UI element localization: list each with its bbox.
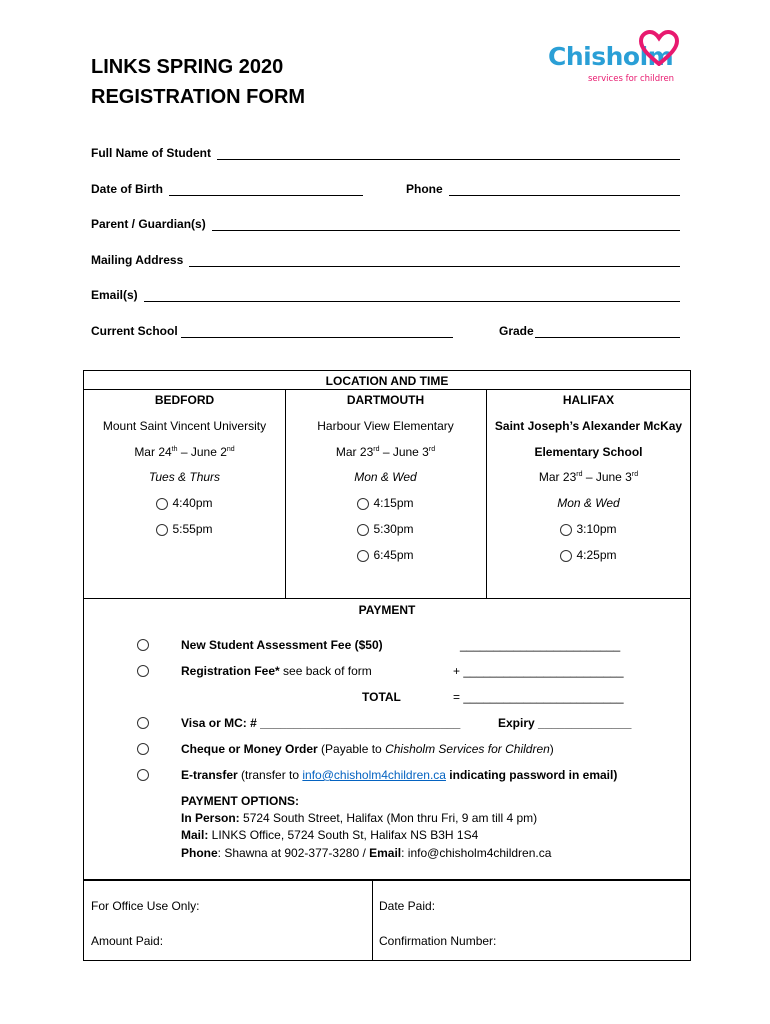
- dob-field[interactable]: [91, 182, 363, 196]
- halifax-time-2[interactable]: 4:25pm: [486, 548, 691, 562]
- logo-tagline: services for children: [588, 74, 675, 84]
- address-label: Mailing Address: [91, 253, 184, 267]
- halifax-venue-2: Elementary School: [534, 445, 643, 459]
- etransfer-radio[interactable]: [137, 769, 149, 781]
- total-amount-line[interactable]: = ________________________: [453, 690, 624, 704]
- payment-options-heading: PAYMENT OPTIONS:: [181, 794, 300, 808]
- dartmouth-dates: Mar 23rd – June 3rd: [335, 445, 436, 459]
- office-use-label: For Office Use Only:: [91, 899, 200, 913]
- dartmouth-time-1[interactable]: 4:15pm: [285, 496, 486, 510]
- radio-icon[interactable]: [357, 550, 369, 562]
- school-field[interactable]: [91, 324, 453, 338]
- dob-line[interactable]: [169, 183, 363, 196]
- radio-icon[interactable]: [357, 498, 369, 510]
- dartmouth-time-2[interactable]: 5:30pm: [285, 522, 486, 536]
- registration-amount-line[interactable]: + ________________________: [453, 664, 624, 678]
- halifax-venue-1: Saint Joseph’s Alexander McKay: [494, 419, 683, 433]
- chisholm-logo: [546, 28, 686, 84]
- phone-label: Phone: [406, 182, 443, 196]
- visa-radio[interactable]: [137, 717, 149, 729]
- full-name-field[interactable]: [91, 146, 680, 160]
- phone-option: Phone: Shawna at 902-377-3280 / Email: info@chisholm4children.ca: [181, 846, 552, 860]
- address-line[interactable]: [189, 254, 680, 267]
- radio-icon[interactable]: [560, 550, 572, 562]
- dartmouth-heading: DARTMOUTH: [346, 393, 425, 407]
- bedford-time-1[interactable]: 4:40pm: [84, 496, 285, 510]
- phone-field[interactable]: [406, 182, 680, 196]
- bedford-time-2[interactable]: 5:55pm: [84, 522, 285, 536]
- mail-option: Mail: LINKS Office, 5724 South St, Halifax NS B3H 1S4: [181, 828, 479, 842]
- dob-label: Date of Birth: [91, 182, 163, 196]
- title-line-1: LINKS SPRING 2020: [91, 56, 284, 78]
- date-paid-label: Date Paid:: [379, 899, 436, 913]
- email-field[interactable]: [91, 288, 680, 302]
- registration-radio[interactable]: [137, 665, 149, 677]
- school-line[interactable]: [181, 325, 453, 338]
- in-person-option: In Person: 5724 South Street, Halifax (Mon thru Fri, 9 am till 4 pm): [181, 811, 538, 825]
- etransfer-email-link[interactable]: info@chisholm4children.ca: [302, 768, 446, 782]
- title-line-2: REGISTRATION FORM: [91, 86, 306, 108]
- phone-line[interactable]: [449, 183, 680, 196]
- school-label: Current School: [91, 324, 178, 338]
- full-name-line[interactable]: [217, 147, 680, 160]
- grade-label: Grade: [499, 324, 534, 338]
- cheque-radio[interactable]: [137, 743, 149, 755]
- radio-icon[interactable]: [156, 498, 168, 510]
- dartmouth-days: Mon & Wed: [354, 470, 417, 484]
- dartmouth-time-3[interactable]: 6:45pm: [285, 548, 486, 562]
- cheque-label: Cheque or Money Order (Payable to Chisholm Services for Children): [181, 742, 554, 756]
- guardian-line[interactable]: [212, 218, 680, 231]
- office-use-section: [83, 879, 691, 961]
- grade-field[interactable]: [499, 324, 680, 338]
- dartmouth-venue: Harbour View Elementary: [317, 419, 454, 433]
- halifax-days: Mon & Wed: [557, 496, 620, 510]
- guardian-label: Parent / Guardian(s): [91, 217, 206, 231]
- halifax-heading: HALIFAX: [562, 393, 615, 407]
- grade-line[interactable]: [535, 325, 680, 338]
- radio-icon[interactable]: [357, 524, 369, 536]
- full-name-label: Full Name of Student: [91, 146, 211, 160]
- halifax-time-1[interactable]: 3:10pm: [486, 522, 691, 536]
- bedford-heading: BEDFORD: [154, 393, 215, 407]
- payment-heading: PAYMENT: [358, 603, 416, 617]
- page-title: [91, 52, 305, 112]
- logo-name: Chisholm: [548, 42, 674, 71]
- visa-label[interactable]: Visa or MC: # ______________________________: [181, 716, 461, 730]
- assessment-amount-line[interactable]: ________________________: [460, 638, 621, 652]
- assessment-label: New Student Assessment Fee ($50): [181, 638, 383, 652]
- bedford-dates: Mar 24th – June 2nd: [134, 445, 235, 459]
- email-line[interactable]: [144, 289, 680, 302]
- guardian-field[interactable]: [91, 217, 680, 231]
- assessment-radio[interactable]: [137, 639, 149, 651]
- amount-paid-label: Amount Paid:: [91, 934, 164, 948]
- registration-label: Registration Fee* see back of form: [181, 664, 372, 678]
- radio-icon[interactable]: [560, 524, 572, 536]
- bedford-days: Tues & Thurs: [148, 470, 221, 484]
- confirmation-number-label: Confirmation Number:: [379, 934, 497, 948]
- heart-icon: [639, 30, 679, 66]
- expiry-label[interactable]: Expiry ______________: [498, 716, 632, 730]
- etransfer-label: E-transfer (transfer to info@chisholm4children.ca indicating password in email): [181, 768, 618, 782]
- location-heading: LOCATION AND TIME: [325, 374, 449, 388]
- total-label: TOTAL: [362, 690, 401, 704]
- address-field[interactable]: [91, 253, 680, 267]
- email-label: Email(s): [91, 288, 138, 302]
- bedford-venue: Mount Saint Vincent University: [102, 419, 267, 433]
- radio-icon[interactable]: [156, 524, 168, 536]
- halifax-dates: Mar 23rd – June 3rd: [538, 470, 639, 484]
